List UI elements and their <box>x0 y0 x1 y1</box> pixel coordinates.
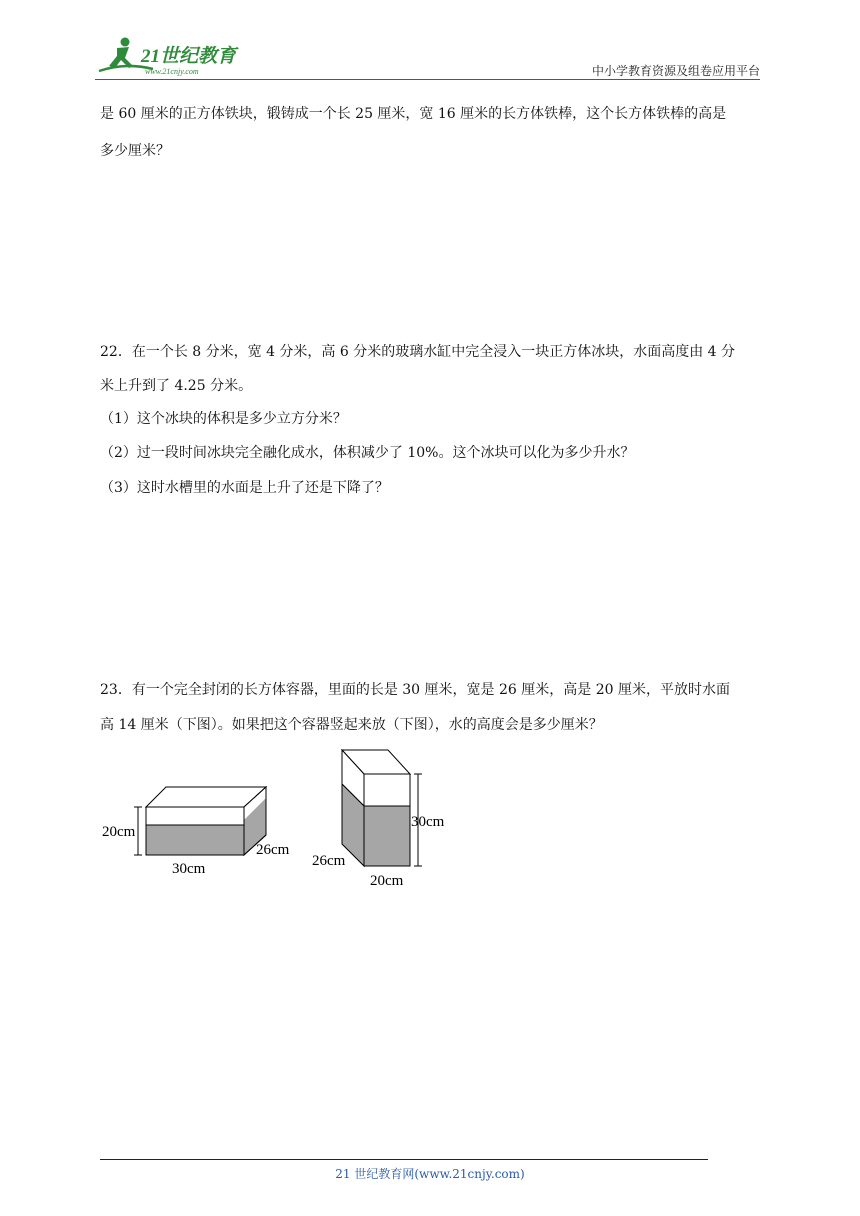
flat-box-front-empty <box>146 807 244 825</box>
q22-line-2: 米上升到了 4.25 分米。 <box>100 378 253 394</box>
logo-sub-text: www.21cnjy.com <box>145 67 199 76</box>
q21-line-1: 是 60 厘米的正方体铁块，锻铸成一个长 25 厘米，宽 16 厘米的长方体铁棒，这个长方体铁棒的高是 <box>100 106 727 122</box>
header-divider <box>95 79 760 80</box>
q23-line-1: 23．有一个完全封闭的长方体容器，里面的长是 30 厘米，宽是 26 厘米，高是 20 厘米，平放时水面 <box>100 682 730 698</box>
q22-line-1: 22．在一个长 8 分米，宽 4 分米，高 6 分米的玻璃水缸中完全浸入一块正方体冰块，水面高度由 4 分 <box>100 344 736 360</box>
q22-sub-2: （2）过一段时间冰块完全融化成水，体积减少了 10%。这个冰块可以化为多少升水？ <box>100 445 635 461</box>
header-platform-text: 中小学教育资源及组卷应用平台 <box>591 64 760 78</box>
logo-main-text: 21世纪教育 <box>141 46 237 67</box>
stand-box-water-front <box>364 806 410 866</box>
q22-sub-1: （1）这个冰块的体积是多少立方分米？ <box>100 411 347 427</box>
flat-length-label: 30cm <box>172 861 206 877</box>
stand-width-label: 26cm <box>312 853 346 869</box>
site-logo <box>95 34 265 78</box>
stand-box-front-empty <box>364 774 410 806</box>
stand-length-label: 20cm <box>370 873 404 889</box>
stand-height-label: 30cm <box>411 814 445 830</box>
q22-sub-3: （3）这时水槽里的水面是上升了还是下降了？ <box>100 480 389 496</box>
footer-divider <box>100 1159 708 1160</box>
q21-line-2: 多少厘米？ <box>100 143 170 159</box>
flat-height-label: 20cm <box>102 824 136 840</box>
footer-link[interactable]: 21 世纪教育网(www.21cnjy.com) <box>335 1167 525 1181</box>
page-header <box>95 34 760 82</box>
flat-width-label: 26cm <box>256 842 290 858</box>
figure-flat-container <box>100 780 305 880</box>
q23-line-2: 高 14 厘米（下图）。如果把这个容器竖起来放（下图），水的高度会是多少厘米？ <box>100 717 603 733</box>
flat-box-water-front <box>146 825 244 855</box>
figure-standing-container <box>308 748 468 893</box>
